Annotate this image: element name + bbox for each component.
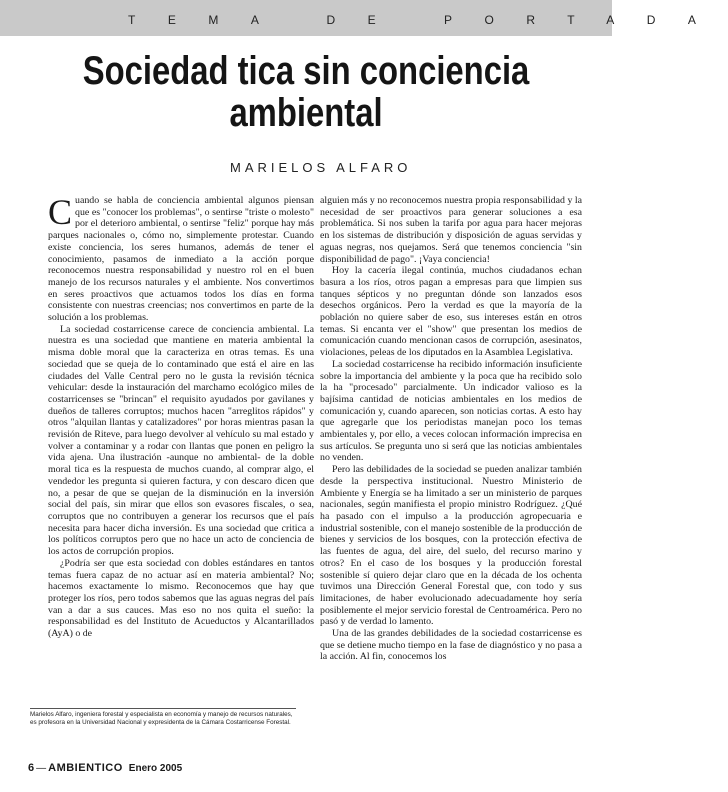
right-column bbox=[320, 195, 582, 663]
paragraph: ¿Podría ser que esta sociedad con dobles estándares en tantos temas fuera capaz de no actuar así en materia ambiental? No; hacemos exactamente lo mismo. Reconocemos que hay que proteger los ríos, pero todos sabemos que las aguas negras del país van a dar a sus cauces. Mas eso no nos quita el sueño: la responsabilidad es del Instituto de Acueductos y Alcantarillados (AyA) o de bbox=[48, 557, 314, 640]
paragraph: Una de las grandes debilidades de la sociedad costarricense es que se detiene mucho tiempo en la fase de diagnóstico y no pasa a la acción. Al fin, conocemos los bbox=[320, 628, 582, 663]
article-author: MARIELOS ALFARO bbox=[230, 160, 412, 175]
paragraph: La sociedad costarricense ha recibido información insuficiente sobre la importancia del ambiente y la poca que ha recibido solo la ha "procesado" parcialmente. Un indicador valioso es la bajísima cantidad de noticias ambientales en los medios de comunicación y, cuando aparecen, son noticias cortas. A esto hay que agregarle que los periodistas manejan poco los temas ambientales y, por ello, a veces colocan información imprecisa en sus artículos. Se pregunta uno si será que las noticias ambientales no venden. bbox=[320, 358, 582, 464]
page-footer: 6 — AMBIENTICO Enero 2005 bbox=[28, 762, 183, 774]
magazine-name: AMBIENTICO bbox=[48, 762, 123, 774]
paragraph: Pero las debilidades de la sociedad se pueden analizar también desde la perspectiva institucional. Nuestro Ministerio de Ambiente y Energía se ha limitado a ser un ministerio de parques nacionales, según manifiesta el propio ministro Rodríguez. ¿Qué ha pasado con el impulso a la producción agropecuaria e industrial sostenible, con el manejo sostenible de la producción de bienes y servicios de los bosques, con la protección efectiva de las fuentes de agua, del aire, del suelo, del recurso marino y otros? En el caso de los bosques y la producción forestal sostenible sí quiero dejar claro que en la década de los ochenta tuvimos una Dirección General Forestal que, con todo y sus limitaciones, de haber evolucionado adecuadamente hoy sería posiblemente el mejor servicio forestal de Centroamérica. Pero no pasó y de verdad lo lamento. bbox=[320, 464, 582, 628]
section-label: TEMA DE PORTADA bbox=[128, 13, 728, 27]
paragraph: Hoy la cacería ilegal continúa, muchos ciudadanos echan basura a los ríos, otros pagan a empresas para que limpien sus tanques sépticos y no preguntan dónde son lanzados esos desechos orgánicos. Pero la verdad es que la mayoría de la población no quiere saber de eso, sus intereses están en otros temas. Si encanta ver el "show" que presentan los medios de comunicación cuando mencionan casos de corrupción, asesinatos, violaciones, peleas de los diputados en la Asamblea Legislativa. bbox=[320, 265, 582, 359]
issue-date: Enero 2005 bbox=[128, 763, 183, 774]
paragraph-text: uando se habla de conciencia ambiental algunos piensan que es "conocer los problemas", o sentirse "triste o molesto" por el deterioro ambiental, o sentirse "feliz" porque hay más parques nacionales o, cómo no, simplemente protestar. Cuando existe conciencia, los seres humanos, además de tener el conocimiento, pasamos de inmediato a la acción porque reconocemos nuestra responsabilidad y nuestro rol en el buen manejo de los recursos naturales y el ambiente. Nos convertimos en seres proactivos que actuamos todos los días en forma consistente con nuestras creencias; nos convertimos en parte de la solución a los problemas. bbox=[48, 195, 314, 324]
drop-cap: C bbox=[48, 192, 73, 232]
paragraph: alguien más y no reconocemos nuestra propia responsabilidad y la necesidad de ser proactivos para generar soluciones a esa problemática. Si nos suben la tarifa por agua para hacer mejoras en los sistemas de distribución y disposición de aguas servidas y aguas negras, nos quejamos. Será que tenemos conciencia "sin disponibilidad de pago". ¡Vaya conciencia! bbox=[320, 195, 582, 265]
footnote-divider bbox=[30, 708, 296, 709]
page-number: 6 bbox=[28, 762, 35, 774]
paragraph: La sociedad costarricense carece de conciencia ambiental. La nuestra es una sociedad que mantiene en materia ambiental la misma doble moral que la caracteriza en otras temas. Es una sociedad que se queja de lo contaminado que está el aire en las ciudades del Valle Central pero no le gusta la revisión técnica vehicular: desde la instauración del marchamo ecológico miles de costarricenses se "brincan" el requisito ayudados por gavilanes y dueños de talleres corruptos; muchos hacen "arreglitos rápidos" y otros "alquilan llantas y catalizadores" por horas mientras pasan la revisión de Riteve, para luego devolver al vehículo su mal estado y volver a contaminar y a rodar con llantas que ponen en peligro la vida ajena. Una ilustración -aunque no ambiental- de la doble moral tica es la respuesta de muchos cuando, al comprar algo, el vendedor les pregunta si quieren factura, y con descaro dicen que no, a pesar de que se quejan de la disminución en la inversión social del país, sin mirar que ellos son evasores fiscales, o sea, corruptos que no contribuyen a generar los recursos que el país necesita para hacer dicha inversión. Es una sociedad que critica a los políticos corruptos pero que no hace un acto de conciencia de los actos de corrupción propios. bbox=[48, 323, 314, 558]
left-column bbox=[48, 192, 314, 640]
section-header bbox=[0, 0, 728, 36]
author-footnote: Marielos Alfaro, ingeniera forestal y especialista en economía y manejo de recursos naturales, es profesora en la Universidad Nacional y expresidenta de la Cámara Costarricense Forestal. bbox=[30, 711, 293, 726]
paragraph bbox=[48, 192, 314, 324]
article-title: Sociedad tica sin conciencia ambiental bbox=[82, 49, 530, 135]
